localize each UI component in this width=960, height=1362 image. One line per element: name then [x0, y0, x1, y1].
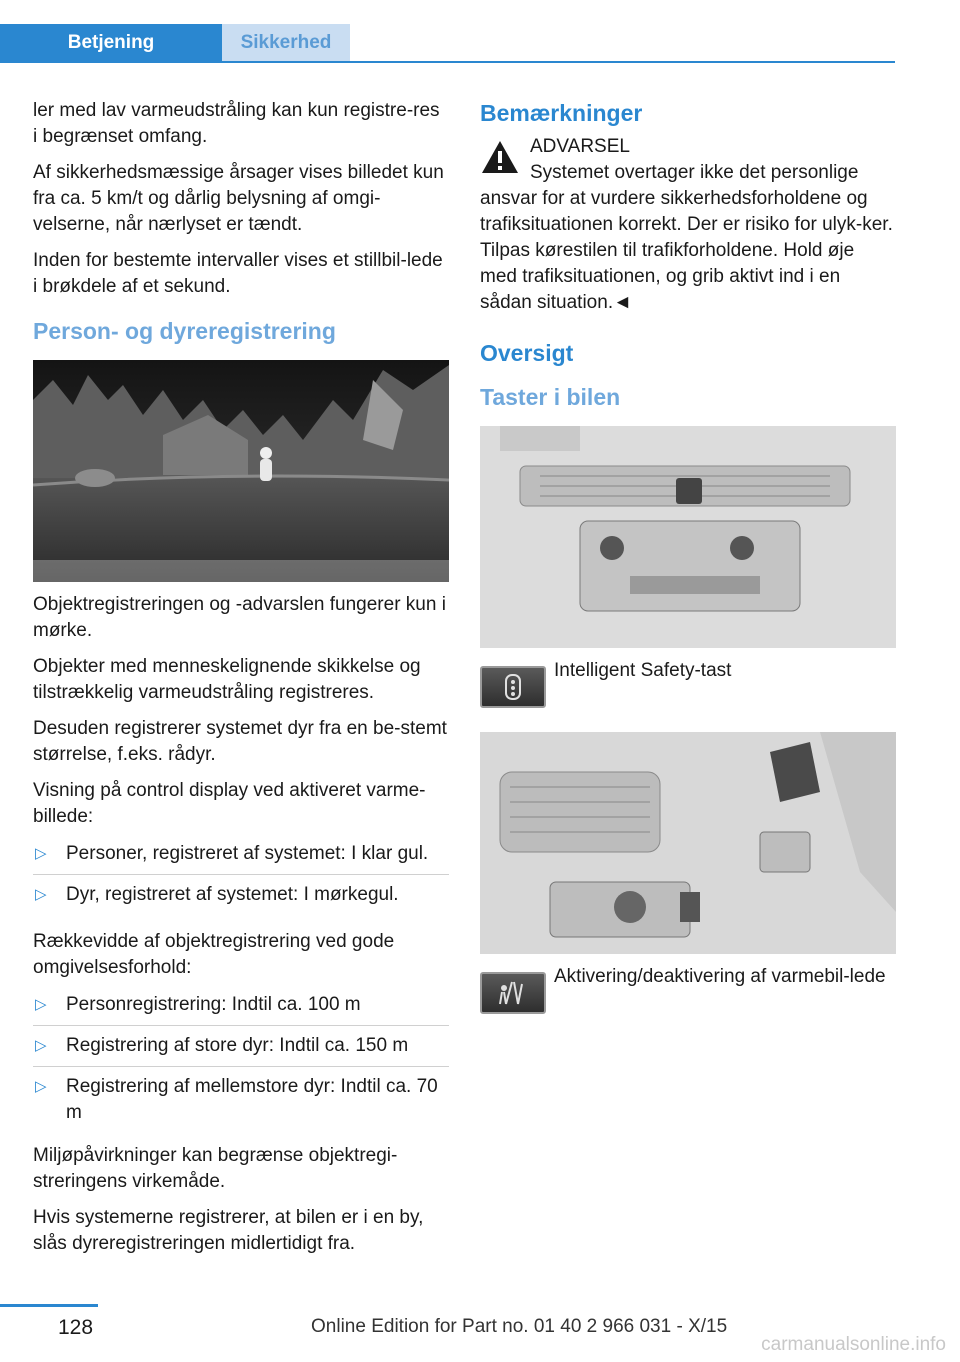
paragraph: Visning på control display ved aktiveret varme-billede:: [33, 780, 426, 827]
key-intelligent-safety: [480, 658, 896, 718]
list-item: ▷ Registrering af mellemstore dyr: Indtil ca. 70 m: [35, 1076, 438, 1123]
list-item: ▷ Dyr, registreret af systemet: I mørkegul.: [33, 875, 449, 915]
list-item: ▷ Personer, registreret af systemet: I klar gul.: [33, 834, 449, 875]
paragraph: Inden for bestemte intervaller vises et stillbil-lede i brøkdele af et sekund.: [33, 250, 443, 297]
tab-sikkerhed[interactable]: Sikkerhed: [222, 24, 350, 61]
display-list: [33, 834, 449, 915]
key-thermal-image: [480, 964, 896, 1024]
paragraph: Desuden registrerer systemet dyr fra en be-stemt størrelse, f.eks. rådyr.: [33, 718, 447, 765]
thermal-image-button-icon[interactable]: [480, 972, 546, 1014]
section-heading-person: Person- og dyreregistrering: [33, 318, 336, 344]
range-list: [33, 985, 449, 1133]
watermark: carmanualsonline.info: [761, 1334, 946, 1355]
dashboard-left-controls-image: [480, 732, 896, 954]
edition-info: Online Edition for Part no. 01 40 2 966 031 - X/15: [311, 1316, 728, 1337]
warning-title: ADVARSEL: [530, 136, 630, 157]
left-column: [33, 98, 449, 1267]
overview-heading: Oversigt: [480, 340, 574, 366]
footer-rule: [0, 1304, 98, 1307]
warning-triangle-icon: [480, 138, 520, 176]
paragraph: Objekter med menneskelignende skikkelse og tilstrækkelig varmeudstråling registreres.: [33, 656, 421, 703]
list-item: ▷ Personregistrering: Indtil ca. 100 m: [33, 985, 449, 1026]
paragraph: Objektregistreringen og -advarslen fungerer kun i mørke.: [33, 594, 446, 641]
warning-text: Systemet overtager ikke det personlige ansvar for at vurdere sikkerhedsforholdene og trafiksituationen korrekt. Der er risiko for ulyk-ker. Tilpas kørestilen til trafikforholdene. Hold øje med trafiksituationen, og grib aktivt ind i en sådan situation.◄: [480, 162, 893, 313]
tab-betjening[interactable]: Betjening: [0, 24, 222, 61]
key-label: Aktivering/deaktivering af varmebil-lede: [554, 966, 886, 987]
list-item: ▷ Registrering af store dyr: Indtil ca. 150 m: [33, 1026, 449, 1067]
warning-block: [480, 134, 896, 160]
paragraph: Hvis systemerne registrerer, at bilen er i en by, slås dyreregistreringen midlertidigt fra.: [33, 1207, 424, 1254]
header-rule: [0, 61, 895, 63]
paragraph: Af sikkerhedsmæssige årsager vises billedet kun fra ca. 5 km/t og dårlig belysning af omgi-velserne, når nærlyset er tændt.: [33, 162, 444, 235]
thermal-image-night-road: [33, 360, 449, 582]
right-column: [480, 98, 896, 1038]
key-label: Intelligent Safety-tast: [554, 660, 732, 681]
paragraph: Miljøpåvirkninger kan begrænse objektregi-streringens virkemåde.: [33, 1145, 398, 1192]
intelligent-safety-button-icon[interactable]: [480, 666, 546, 708]
keys-heading: Taster i bilen: [480, 384, 621, 410]
triangle-bullet-icon: ▷: [35, 886, 47, 903]
notes-heading: Bemærkninger: [480, 100, 643, 126]
dashboard-center-console-image: [480, 426, 896, 648]
triangle-bullet-icon: ▷: [35, 996, 47, 1013]
paragraph: ler med lav varmeudstråling kan kun registre-res i begrænset omfang.: [33, 100, 440, 147]
triangle-bullet-icon: ▷: [35, 1037, 47, 1054]
paragraph: Rækkevidde af objektregistrering ved gode omgivelsesforhold:: [33, 931, 395, 978]
triangle-bullet-icon: ▷: [35, 1078, 47, 1095]
page-number: 128: [58, 1316, 94, 1339]
triangle-bullet-icon: ▷: [35, 845, 47, 862]
